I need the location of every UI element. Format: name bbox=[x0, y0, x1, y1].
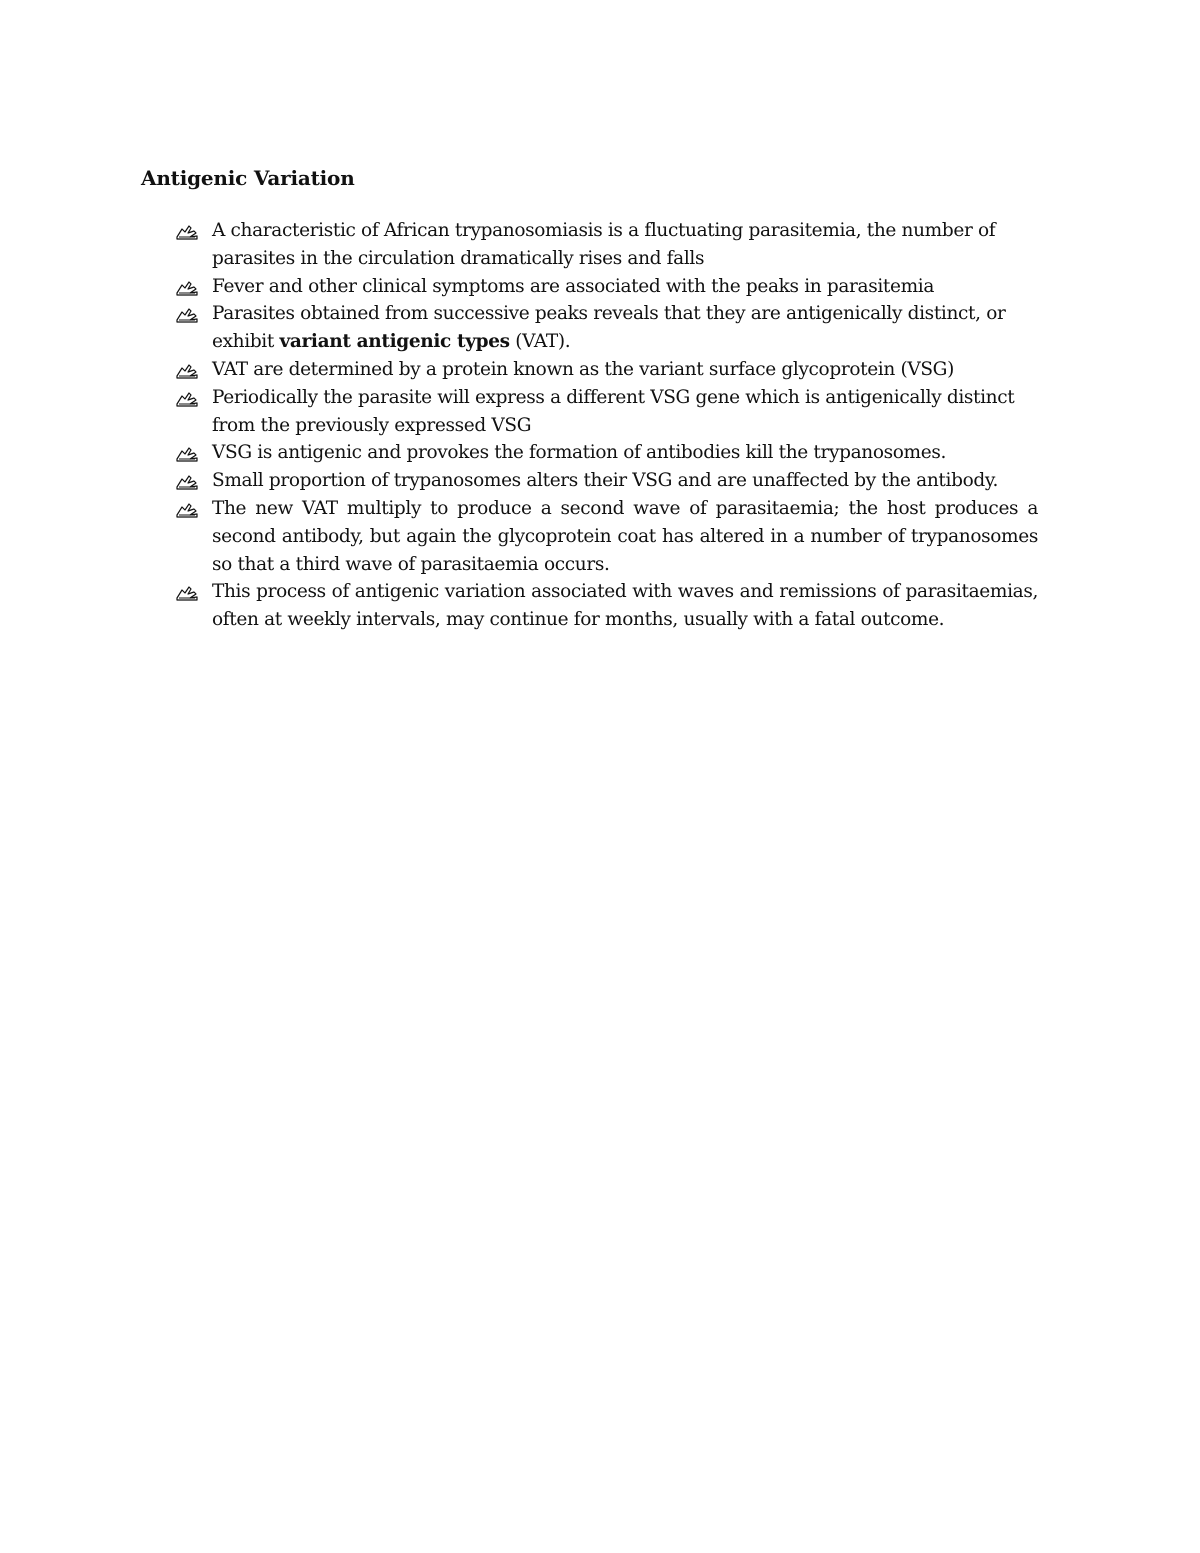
bullet-list bbox=[176, 217, 1038, 634]
bold-term: variant antigenic types bbox=[279, 331, 510, 353]
bullet-text bbox=[212, 303, 1005, 352]
list-item bbox=[176, 467, 1038, 495]
writing-hand-icon bbox=[176, 446, 198, 462]
bullet-text: Periodically the parasite will express a different VSG gene which is antigenically distinct from the previously expressed VSG bbox=[212, 386, 1015, 436]
writing-hand-icon bbox=[176, 391, 198, 407]
bullet-text-before: Parasites obtained from successive peaks reveals that they are antigenically distinct, or exhibit bbox=[212, 303, 1006, 353]
list-item bbox=[176, 384, 1038, 440]
bullet-text: VSG is antigenic and provokes the formation of antibodies kill the trypanosomes. bbox=[212, 442, 947, 464]
list-item bbox=[176, 439, 1038, 467]
writing-hand-icon bbox=[176, 363, 198, 379]
bullet-text: The new VAT multiply to produce a second wave of parasitaemia; the host produces a second antibody, but again the glycoprotein coat has altered in a number of trypanosomes so that a third wave of parasitaemia occurs. bbox=[212, 497, 1038, 575]
writing-hand-icon bbox=[176, 280, 198, 296]
writing-hand-icon bbox=[176, 307, 198, 323]
writing-hand-icon bbox=[176, 224, 198, 240]
bullet-text: A characteristic of African trypanosomiasis is a fluctuating parasitemia, the number of parasites in the circulation dramatically rises and falls bbox=[212, 220, 996, 269]
list-item bbox=[176, 300, 1038, 356]
list-item bbox=[176, 273, 1038, 301]
bullet-text-after: (VAT). bbox=[509, 331, 571, 353]
list-item bbox=[176, 495, 1038, 578]
page-title: Antigenic Variation bbox=[141, 166, 355, 190]
bullet-text: Fever and other clinical symptoms are associated with the peaks in parasitemia bbox=[212, 275, 935, 297]
bullet-text: VAT are determined by a protein known as the variant surface glycoprotein (VSG) bbox=[212, 358, 954, 380]
writing-hand-icon bbox=[176, 502, 198, 518]
list-item bbox=[176, 356, 1038, 384]
bullet-text: This process of antigenic variation associated with waves and remissions of parasitaemias, often at weekly intervals, may continue for months, usually with a fatal outcome. bbox=[212, 581, 1038, 631]
writing-hand-icon bbox=[176, 585, 198, 601]
list-item bbox=[176, 217, 1038, 273]
bullet-text: Small proportion of trypanosomes alters their VSG and are unaffected by the antibody. bbox=[212, 470, 999, 492]
list-item bbox=[176, 578, 1038, 634]
writing-hand-icon bbox=[176, 474, 198, 490]
